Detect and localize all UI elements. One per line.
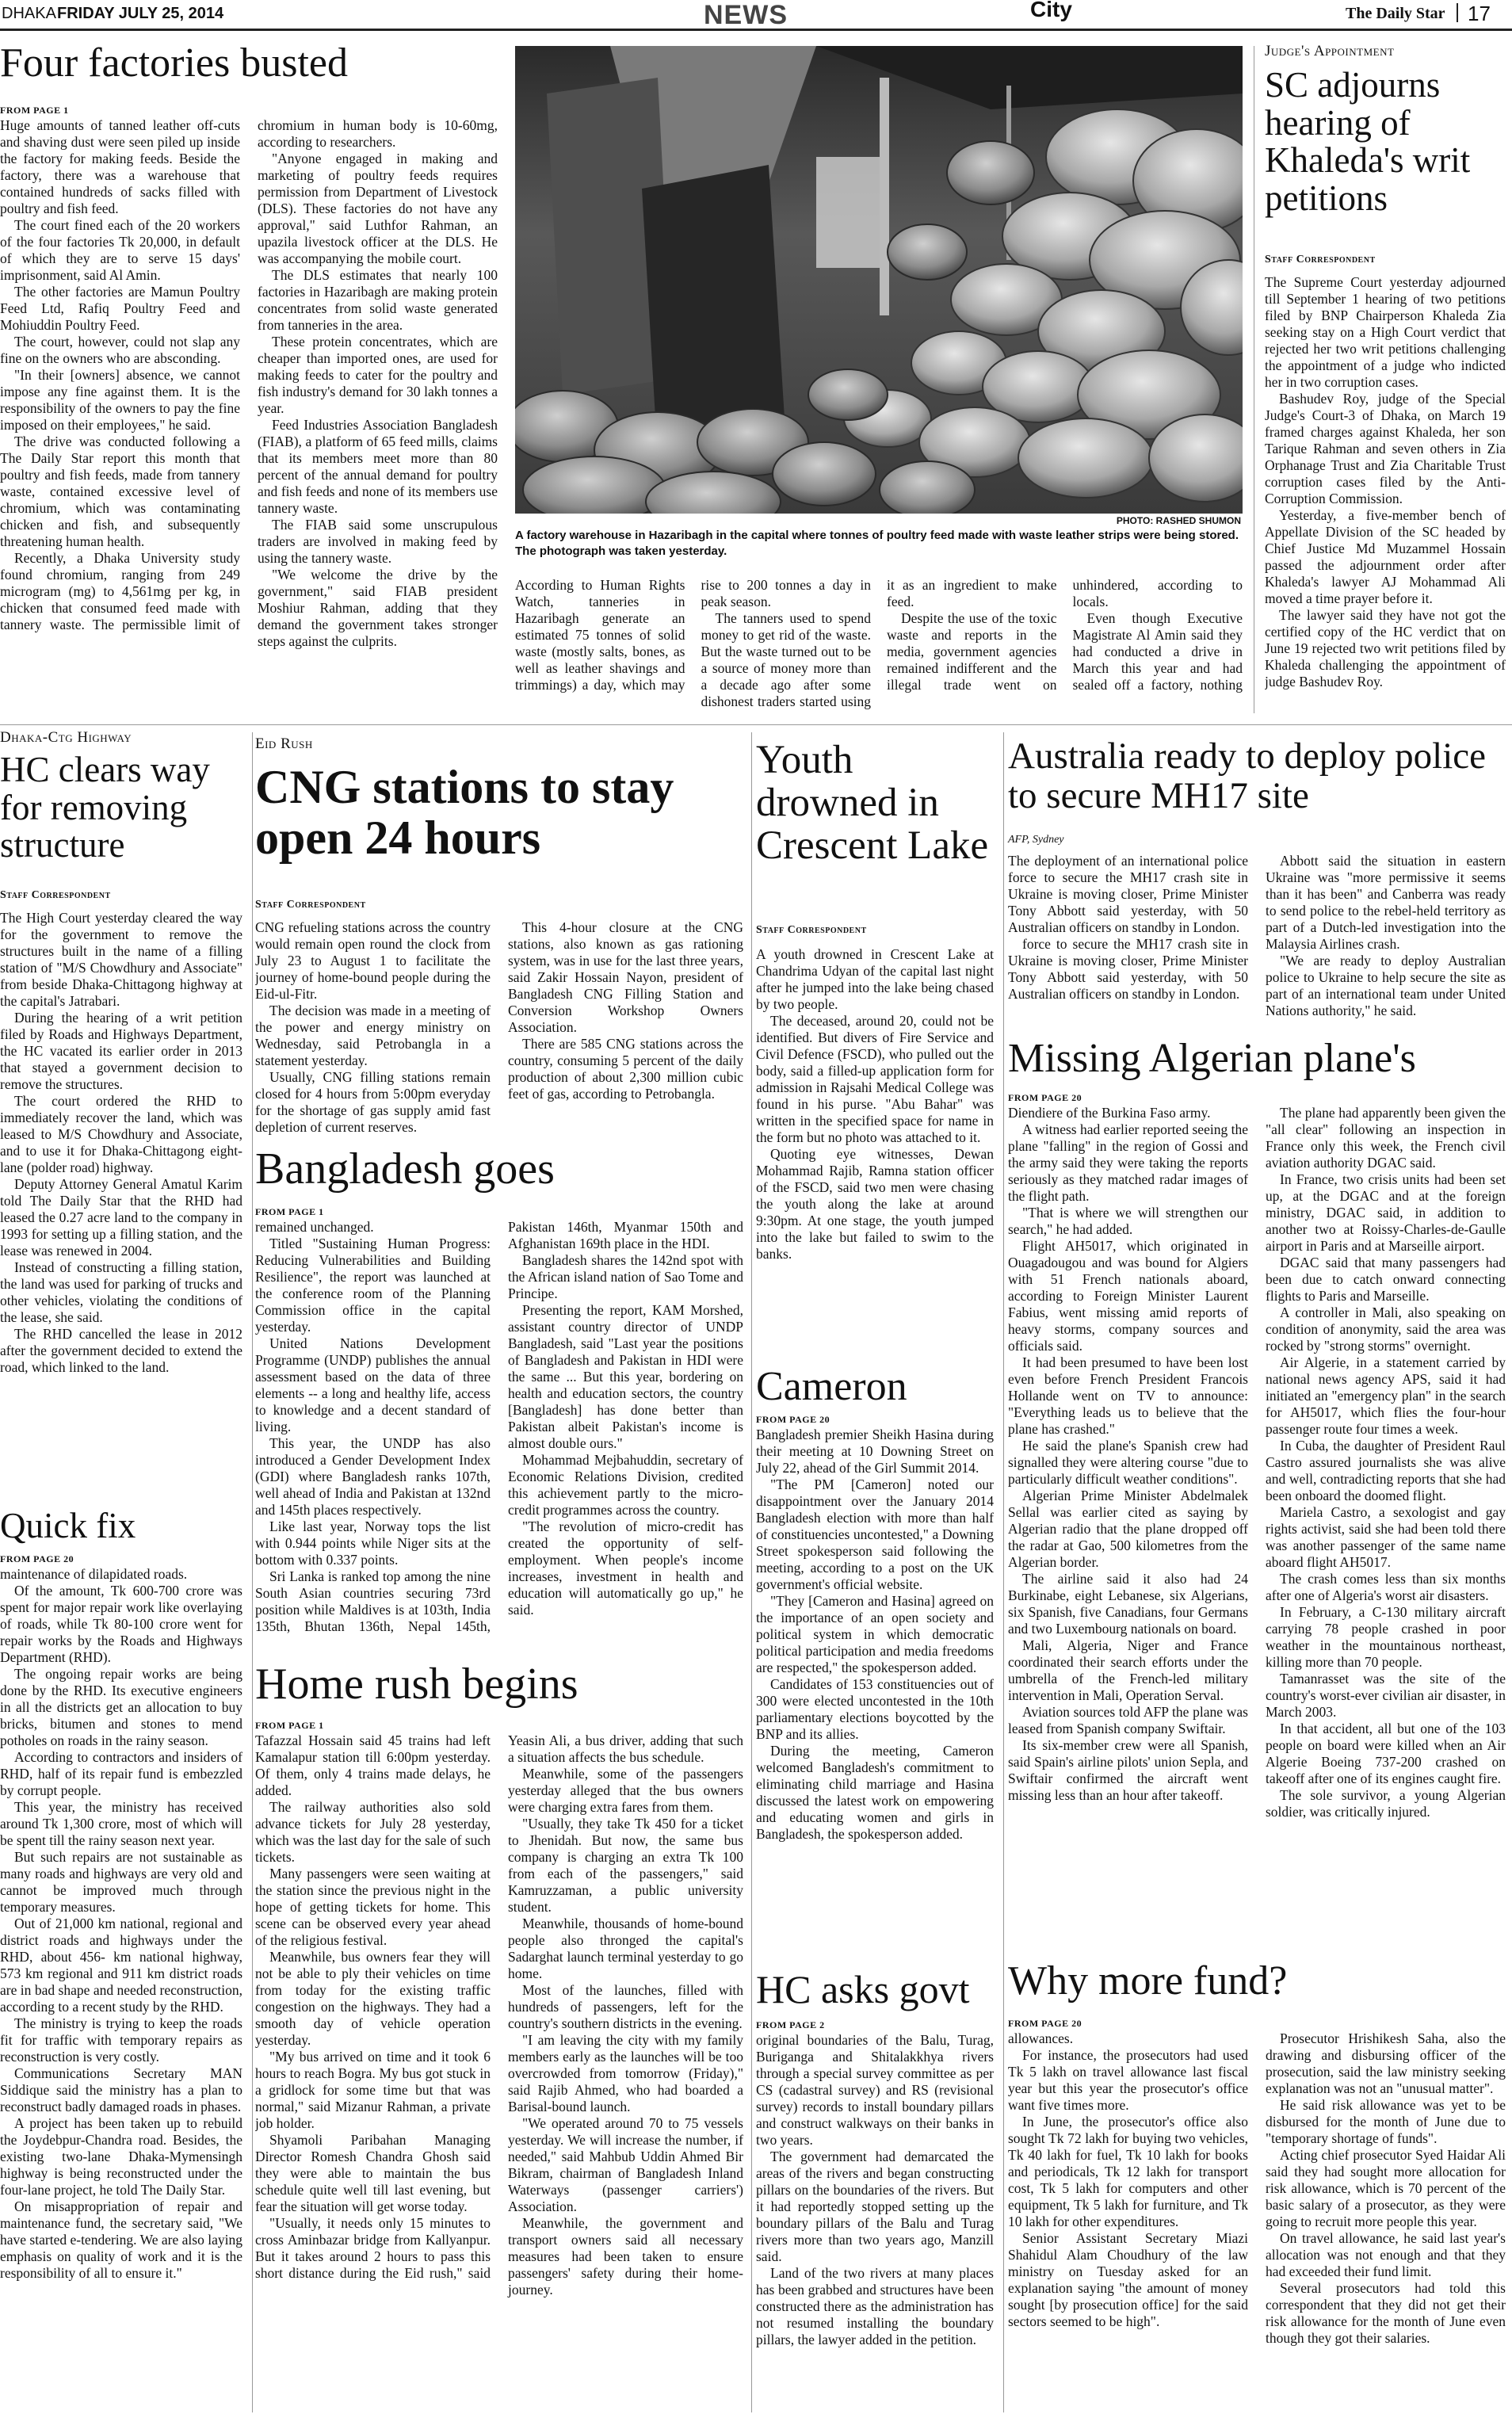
algerian-paragraph: A witness had earlier reported seeing the plane "falling" in the region of Gossi and the army said they were taking the reports seriously as they matched radar images of the flight path. <box>1008 1121 1248 1204</box>
youth-paragraph: A youth drowned in Crescent Lake at Chandrima Udyan of the capital last night after he jumped into the lake being chased by two people. <box>756 946 994 1012</box>
australia-headline: Australia ready to deploy police to secure MH17 site <box>1008 735 1486 816</box>
hcasks-body <box>756 2032 994 2414</box>
factories-body-left <box>0 117 498 712</box>
factories-paragraph: The court, however, could not slap any fine on the owners who are absconding. <box>0 334 240 366</box>
algerian-paragraph: A controller in Mali, also speaking on condition of anonymity, said the area was rocked by "strong storms" overnight. <box>1266 1304 1506 1354</box>
factories-paragraph: "Anyone engaged in making and marketing of poultry feeds requires permission from Department of Livestock (DLS). These factories do not have any approval," said Luthfor Rahman, an upazila livestock officer at the DLS. He was accompanying the mobile court. <box>258 151 498 266</box>
khaleda-paragraph: Yesterday, a five-member bench of Appellate Division of the SC headed by Chief Justice Md Muzammel Hossain passed the adjournment order after Khaleda's lawyer AJ Mohammad Ali moved a time prayer before it. <box>1265 507 1506 606</box>
cng-byline: Staff Correspondent <box>255 899 366 911</box>
cameron-paragraph: Bangladesh premier Sheikh Hasina during their meeting at 10 Downing Street on July 22, ahead of the Girl Summit 2014. <box>756 1427 994 1476</box>
bdgoes-headline: Bangladesh goes <box>255 1144 555 1194</box>
algerian-paragraph: DGAC said that many passengers had been due to catch onward connecting flights to Paris and Marseille. <box>1266 1255 1506 1304</box>
factories-paragraph: Recently, a Dhaka University study found chromium, ranging from 249 microgram (mg) to 4,561mg per kg, in chicken that consumed feed made with tannery waste. The permissible limit of chromium in human body is 10-60mg, according to researchers. <box>0 117 498 632</box>
factories-paragraph: According to Human Rights Watch, tanneries in Hazaribagh generate an estimated 75 tonnes of solid waste (mostly salts, bones, as well as leather shavings and trimmings) a day, which may rise to 200 tonnes a day in peak season. <box>515 577 871 693</box>
homerush-paragraph: Meanwhile, the government and transport owners said all necessary measures had been taken to ensure passengers' safety during their home-journey. <box>508 2215 743 2298</box>
algerian-paragraph: In Cuba, the daughter of President Raul Castro assured journalists she was alive and well, contradicting reports that she had been onboard the doomed flight. <box>1266 1438 1506 1503</box>
bdgoes-paragraph: "The revolution of micro-credit has created the opportunity of self-employment. When people's income increases, investment in health and education will automatically go up," he said. <box>508 1518 743 1618</box>
algerian-paragraph: In France, two crisis units had been set up, at the DGAC and at the foreign ministry, DGAC said, in addition to another two at Roissy-Charles-de-Gaulle airport in Paris and at Marseille airport. <box>1266 1171 1506 1254</box>
column-rule <box>252 732 253 2412</box>
khaleda-paragraph: The Supreme Court yesterday adjourned till September 1 hearing of two petitions filed by BNP Chairperson Khaleda Zia seeking stay on a High Court verdict that rejected her two writ petitions challenging the appointment of a judge who indicted her in two corruption cases. <box>1265 274 1506 390</box>
bdgoes-paragraph: Like last year, Norway tops the list with 0.944 points while Niger sits at the bottom with 0.337 points. <box>255 1518 491 1568</box>
fund-paragraph: Acting chief prosecutor Syed Haidar Ali said they had sought more allocation for risk allowance, which is 70 percent of the basic salary of a prosecutor, as they were going to recruit more people this year. <box>1266 2147 1506 2229</box>
hcasks-paragraph: The government had demarcated the areas of the rivers and began constructing pillars on the boundaries of the rivers. But it had reportedly stopped setting up the boundary pillars of the Balu and Turag rivers more than two years ago, Manzill said. <box>756 2149 994 2264</box>
quickfix-paragraph: Of the amount, Tk 600-700 crore was spent for major repair work like overlaying of roads, while Tk 80-100 crore went for repair works by the Roads and Highways Department (RHD). <box>0 1583 242 1665</box>
khaleda-paragraph: Bashudev Roy, judge of the Special Judge's Court-3 of Dhaka, on March 19 framed charges against Khaleda, her son Tarique Rahman and seven others in Zia Orphanage Trust and Zia Charitable Trust corruption cases filed by the Anti-Corruption Commission. <box>1265 391 1506 506</box>
quickfix-headline: Quick fix <box>0 1506 136 1545</box>
quickfix-paragraph: maintenance of dilapidated roads. <box>0 1566 188 1582</box>
youth-byline: Staff Correspondent <box>756 924 867 936</box>
youth-body <box>756 946 994 1354</box>
quickfix-paragraph: The ongoing repair works are being done by the RHD. Its executive engineers in all the districts get an allocation to buy bricks, bitumen and stones to mend potholes on roads in the rainy season. <box>0 1666 242 1748</box>
factories-paragraph: The other factories are Mamun Poultry Feed Ltd, Rafiq Poultry Feed and Mohiuddin Poultry Feed. <box>0 284 240 333</box>
cameron-headline: Cameron <box>756 1364 907 1409</box>
factories-from: FROM PAGE 1 <box>0 105 69 116</box>
algerian-paragraph: The airline said it also had 24 Burkinabe, eight Lebanese, six Algerians, six Spanish, five Canadians, four Germans and two Luxembourg nationals on board. <box>1008 1571 1248 1637</box>
algerian-paragraph: He said the plane's Spanish crew had signalled they were altering course "due to particularly difficult weather conditions". <box>1008 1438 1248 1487</box>
bdgoes-paragraph: Bangladesh shares the 142nd spot with the African island nation of Sao Tome and Principe. <box>508 1252 743 1301</box>
factories-paragraph: The court fined each of the 20 workers of the four factories Tk 20,000, in default of which they are to serve 15 days' imprisonment, said Al Amin. <box>0 217 240 283</box>
fund-paragraph: He said risk allowance was yet to be disbursed for the month of June due to "temporary shortage of funds". <box>1266 2097 1506 2146</box>
khaleda-kicker: Judge's Appointment <box>1265 43 1395 59</box>
youth-paragraph: The deceased, around 20, could not be identified. But divers of Fire Service and Civil Defence (FSCD), who pulled out the body, said a filled-up application form for admission in Rajsahi Medical College was found in his purse. "Abu Bahar" was written in the specified space for name in the form but no photo was attached to it. <box>756 1013 994 1145</box>
algerian-headline: Missing Algerian plane's <box>1008 1036 1416 1081</box>
photo-illustration <box>515 46 1243 514</box>
quickfix-paragraph: Out of 21,000 km national, regional and district roads and highways under the RHD, about 456- km national highway, 573 km regional and 911 km district roads are in bad shape and needed reconstruction, according to a recent study by the RHD. <box>0 1916 242 2015</box>
bdgoes-paragraph: This year, the UNDP has also introduced a Gender Development Index (GDI) where Bangladesh ranks 107th, well ahead of India and Pakistan at 132nd and 145th places respectively. <box>255 1435 491 1518</box>
fund-paragraph: Senior Assistant Secretary Miazi Shahidul Alam Choudhury of the law ministry on Tuesday asked for an explanation saying "the amount of money sought [by prosecution office] for the said sectors seemed to be high". <box>1008 2230 1248 2329</box>
cameron-body <box>756 1427 994 1959</box>
cameron-paragraph: Candidates of 153 constituencies out of 300 were elected uncontested in the 10th parliamentary elections boycotted by the BNP and its allies. <box>756 1676 994 1742</box>
australia-body <box>1008 853 1506 1027</box>
homerush-paragraph: "Usually, they take Tk 450 for a ticket to Jhenidah. But now, the same bus company is charging an extra Tk 100 from each of the passengers," said Kamruzzaman, a public university student. <box>508 1816 743 1915</box>
hc-body <box>0 910 242 1498</box>
homerush-paragraph: The railway authorities also sold advance tickets for July 28 yesterday, which was the last day for the sale of such tickets. <box>255 1799 491 1865</box>
hc-kicker: Dhaka-Ctg Highway <box>0 729 132 746</box>
hc-paragraph: Deputy Attorney General Amatul Karim told The Daily Star that the RHD had leased the 0.27 acre land to the company in 1993 for setting up a filling station, and the lease was renewed in 2004. <box>0 1176 242 1259</box>
cng-paragraph: CNG refueling stations across the country would remain open round the clock from July 23 to August 1 to facilitate the journey of home-bound people during the Eid-ul-Fitr. <box>255 919 491 1002</box>
cng-paragraph: This 4-hour closure at the CNG stations, also known as gas rationing system, was in use for the last three years, said Zakir Hossain Nayon, president of Bangladesh CNG Filling Station and Conversion Workshop Owners Association. <box>508 919 743 1035</box>
youth-headline: Youth drowned in Crescent Lake <box>756 738 989 869</box>
homerush-paragraph: "I am leaving the city with my family members early as the launches will be too overcrowded from tomorrow (Friday)," said Rajib Ahmed, who had boarded a Barisal-bound launch. <box>508 2032 743 2114</box>
hc-headline: HC clears way for removing structure <box>0 750 210 865</box>
algerian-paragraph: Mali, Algeria, Niger and France coordinated their search efforts under the umbrella of the French-led military intervention in Mali, Operation Serval. <box>1008 1637 1248 1703</box>
homerush-paragraph: Most of the launches, filled with hundreds of passengers, left for the country's southern districts in the evening. <box>508 1982 743 2031</box>
algerian-paragraph: Algerian Prime Minister Abdelmalek Sellal was earlier cited as saying by Algerian radio that the plane dropped off the radar at Gao, 500 kilometres from the Algerian border. <box>1008 1488 1248 1570</box>
factories-paragraph: Even though Executive Magistrate Al Amin said they had conducted a drive in March this year and had sealed off a factory, nothing <box>1072 610 1243 693</box>
hcasks-headline: HC asks govt <box>756 1967 970 2011</box>
quickfix-paragraph: This year, the ministry has received around Tk 1,300 crore, most of which will be spent till the rainy season next year. <box>0 1799 242 1848</box>
fund-paragraph: For instance, the prosecutors had used Tk 5 lakh on travel allowance last fiscal year but this year the prosecutor's office want five times more. <box>1008 2047 1248 2113</box>
algerian-paragraph: The crash comes less than six months after one of Algeria's worst air disasters. <box>1266 1571 1506 1603</box>
fund-from: FROM PAGE 20 <box>1008 2018 1082 2029</box>
hcasks-from: FROM PAGE 2 <box>756 2019 825 2030</box>
edition-label: DHAKA <box>2 5 56 22</box>
cameron-paragraph: During the meeting, Cameron welcomed Bangladesh's commitment to eliminating child marriage and Hasina discussed the latest work on empowering and educating women and girls in Bangladesh, the spokesperson added. <box>756 1743 994 1842</box>
date-label: FRIDAY JULY 25, 2014 <box>57 5 224 22</box>
hc-paragraph: The RHD cancelled the lease in 2012 after the government decided to extend the road, which linked to the land. <box>0 1326 242 1375</box>
factory-warehouse-photo <box>515 46 1243 514</box>
khaleda-paragraph: The lawyer said they have not got the certified copy of the HC verdict that on June 19 rejected two writ petitions filed by Khaleda challenging the appointment of judge Bashudev Roy. <box>1265 607 1506 689</box>
fund-body <box>1008 2030 1506 2414</box>
khaleda-headline: SC adjourns hearing of Khaleda's writ petitions <box>1265 65 1471 219</box>
factories-paragraph: "We welcome the drive by the government," said FIAB president Moshiur Rahman, adding that they demand the government takes stronger steps against the culprits. <box>258 567 498 649</box>
cameron-from: FROM PAGE 20 <box>756 1414 830 1425</box>
hc-paragraph: Instead of constructing a filling station, the land was used for parking of trucks and other vehicles, violating the conditions of the lease, she said. <box>0 1259 242 1325</box>
algerian-paragraph: It had been presumed to have been lost even before French President Francois Hollande went on TV to announce: "Everything leads us to believe that the plane has crashed." <box>1008 1354 1248 1437</box>
hc-byline: Staff Correspondent <box>0 889 111 901</box>
fund-paragraph: Several prosecutors had told this correspondent that they did not get their risk allowance for the month of June even though they got their salaries. <box>1266 2280 1506 2346</box>
photo-credit: PHOTO: RASHED SHUMON <box>1116 515 1241 526</box>
bdgoes-paragraph: remained unchanged. <box>255 1219 374 1235</box>
factories-paragraph: The drive was conducted following a The Daily Star report this month that poultry and fish feeds, made from tannery waste, contained excessive level of chromium, which was contaminating chicken and fish, and subsequently threatening human health. <box>0 434 240 549</box>
youth-paragraph: Quoting eye witnesses, Dewan Mohammad Rajib, Ramna station officer of the FSCD, said two men were chasing the youth along the lake at around 9:30pm. At one stage, the youth jumped into the lake but failed to swim to the banks. <box>756 1146 994 1262</box>
cng-headline: CNG stations to stay open 24 hours <box>255 761 674 864</box>
cng-body <box>255 919 743 1138</box>
algerian-body <box>1008 1105 1506 1946</box>
khaleda-body <box>1265 274 1506 715</box>
algerian-paragraph: The sole survivor, a young Algerian soldier, was critically injured. <box>1266 1787 1506 1820</box>
quickfix-body <box>0 1566 242 2414</box>
bdgoes-body <box>255 1219 743 1645</box>
homerush-headline: Home rush begins <box>255 1660 578 1709</box>
hcasks-paragraph: original boundaries of the Balu, Turag, Buriganga and Shitalakkhya rivers through a special survey committee as per CS (cadastral survey) and RS (revisional survey) records to install boundary pillars and construct walkways on their banks in two years. <box>756 2032 994 2148</box>
factories-paragraph: The FIAB said some unscrupulous traders are involved in making feed by using the tannery waste. <box>258 517 498 566</box>
masthead-divider <box>1457 3 1458 22</box>
bdgoes-paragraph: Sri Lanka is ranked top among the nine South Asian countries securing 73rd position while Maldives is at 103th, India 135th, Bhutan 136th, Nepal 145th, Pakistan 146th, Myanmar 150th and Afghanistan 169th place in the HDI. <box>255 1219 743 1634</box>
cameron-paragraph: "The PM [Cameron] noted our disappointment over the January 2014 Bangladesh election with more than half of constituencies uncontested," a Downing Street spokesperson said following the meeting, according to a post on the UK government's official website. <box>756 1476 994 1592</box>
quickfix-paragraph: The ministry is trying to keep the roads fit for traffic with temporary repairs as reconstruction is very costly. <box>0 2015 242 2065</box>
homerush-paragraph: Shyamoli Paribahan Managing Director Romesh Chandra Ghosh said they were able to maintain the bus schedule quite well till last evening, but fear the situation will get worse today. <box>255 2132 491 2214</box>
quickfix-paragraph: According to contractors and insiders of RHD, half of its repair fund is embezzled by corrupt people. <box>0 1749 242 1798</box>
quickfix-paragraph: But such repairs are not sustainable as many roads and highways are very old and cannot be improved much through temporary measures. <box>0 1849 242 1915</box>
fund-paragraph: allowances. <box>1008 2030 1074 2046</box>
page-number: 17 <box>1468 2 1491 25</box>
quickfix-paragraph: On misappropriation of repair and maintenance fund, the secretary said, "We have started e-tendering. We are also laying emphasis on quality of work and it is the responsibility of all to ensure it." <box>0 2198 242 2281</box>
bdgoes-paragraph: United Nations Development Programme (UNDP) publishes the annual assessment based on the data of three elements -- a long and healthy life, access to knowledge and a decent standard of living. <box>255 1335 491 1434</box>
factories-paragraph: Huge amounts of tanned leather off-cuts and shaving dust were seen piled up inside the factory for making feeds. Beside the factory, there was a warehouse that contained hundreds of sacks filled with poultry and fish feed. <box>0 117 240 216</box>
algerian-paragraph: Air Algerie, in a statement carried by national news agency APS, said it had initiated an "emergency plan" in the search for AH5017, which flies the four-hour passenger route four times a week. <box>1266 1354 1506 1437</box>
fund-paragraph: Prosecutor Hrishikesh Saha, also the drawing and disbursing officer of the prosecution, said the law ministry seeking explanation was not an "unusual matter". <box>1266 2030 1506 2096</box>
algerian-paragraph: "That is where we will strengthen our search," he had added. <box>1008 1205 1248 1237</box>
fund-paragraph: On travel allowance, he said last year's allocation was not enough and that they had exceeded their fund limit. <box>1266 2230 1506 2279</box>
bdgoes-paragraph: Presenting the report, KAM Morshed, assistant country director of UNDP Bangladesh, said "Last year the positions of Bangladesh and Pakistan in HDI were the same ... But this year, bordering on health and education sectors, the country [Bangladesh] has done better than Pakistan albeit Pakistan's income is almost double ours." <box>508 1302 743 1451</box>
photo-caption: A factory warehouse in Hazaribagh in the capital where tonnes of poultry feed made with waste leather strips were being stored. The photograph was taken yesterday. <box>515 529 1239 558</box>
bdgoes-from: FROM PAGE 1 <box>255 1206 324 1217</box>
algerian-paragraph: Aviation sources told AFP the plane was leased from Spanish company Swiftair. <box>1008 1704 1248 1736</box>
quickfix-paragraph: Communications Secretary MAN Siddique said the ministry has a plan to reconstruct badly damaged roads in phases. <box>0 2065 242 2114</box>
homerush-from: FROM PAGE 1 <box>255 1720 324 1731</box>
hcasks-paragraph: Land of the two rivers at many places has been grabbed and structures have been constructed there as the administration has not resumed installing the boundary pillars, the lawyer added in the petition. <box>756 2265 994 2347</box>
algerian-paragraph: Its six-member crew were all Spanish, said Spain's airline pilots' union Sepla, and Swiftair confirmed the aircraft went missing less than an hour after takeoff. <box>1008 1737 1248 1803</box>
subsection-label: City <box>1030 0 1072 21</box>
homerush-paragraph: Tafazzal Hossain said 45 trains had left Kamalapur station till 6:00pm yesterday. Of them, only 4 trains made delays, he added. <box>255 1732 491 1798</box>
paper-logo: The Daily Star <box>1346 5 1445 22</box>
homerush-body <box>255 1732 743 2414</box>
australia-paragraph: "We are ready to deploy Australian police to Ukraine to help secure the site as part of an international team under United Nations authority," he said. <box>1266 953 1506 1018</box>
homerush-paragraph: "We operated around 70 to 75 vessels yesterday. We will increase the number, if needed," said Mahbub Uddin Ahmed Bir Bikram, chairman of Bangladesh Inland Waterways (passenger carriers') Association. <box>508 2115 743 2214</box>
page-masthead <box>0 0 1512 31</box>
homerush-paragraph: Meanwhile, some of the passengers yesterday alleged that the bus owners were charging extra fares from them. <box>508 1766 743 1815</box>
quickfix-paragraph: A project has been taken up to rebuild the Joydebpur-Chandra road. Besides, the existing two-lane Dhaka-Mymensingh highway is being reconstructed under the four-lane project, he told The Daily Star. <box>0 2115 242 2198</box>
homerush-paragraph: Meanwhile, bus owners fear they will not be able to ply their vehicles on time from today for the existing traffic congestion on the highways. They had a smooth day of vehicle operation yesterday. <box>255 1949 491 2048</box>
bdgoes-paragraph: Mohammad Mejbahuddin, secretary of Economic Relations Division, credited this achievement partly to the micro-credit programmes across the country. <box>508 1452 743 1518</box>
hc-paragraph: The court ordered the RHD to immediately recover the land, which was leased to M/S Chowdhury and Associate, and to use it for Dhaka-Chittagong eight-lane (polder road) highway. <box>0 1093 242 1175</box>
cng-paragraph: The decision was made in a meeting of the power and energy ministry on Wednesday, said Petrobangla in a statement yesterday. <box>255 1003 491 1068</box>
algerian-paragraph: In February, a C-130 military aircraft carrying 78 people crashed in poor weather in the mountainous northeast, killing more than 70 people. <box>1266 1604 1506 1670</box>
homerush-paragraph: "Usually, it needs only 15 minutes to cross Aminbazar bridge from Kallyanpur. But it takes around 2 hours to pass this short distance during the Eid rush," said Yeasin Ali, a bus driver, adding that such a situation affects the bus schedule. <box>255 1732 743 2281</box>
australia-paragraph: force to secure the MH17 crash site in Ukraine is moving closer, Prime Minister Tony Abbott said yesterday, with 50 Australian officers on standby in London. <box>1008 936 1248 1002</box>
quickfix-from: FROM PAGE 20 <box>0 1553 74 1564</box>
australia-byline: AFP, Sydney <box>1008 834 1064 846</box>
factories-paragraph: Feed Industries Association Bangladesh (FIAB), a platform of 65 feed mills, claims that its members meet more than 80 percent of the annual demand for poultry and fish feeds and none of its members use tannery waste. <box>258 417 498 516</box>
homerush-paragraph: "My bus arrived on time and it took 6 hours to reach Bogra. My bus got stuck in a gridlock for some time but that was normal," said Mizanur Rahman, a private job holder. <box>255 2049 491 2131</box>
factories-paragraph: These protein concentrates, which are cheaper than imported ones, are used for making feeds to cater for the poultry and fish industry's demand for 30 lakh tonnes a year. <box>258 334 498 416</box>
australia-paragraph: Abbott said the situation in eastern Ukraine was "more permissive it seems than it has been" and Canberra was ready to send police to the rebel-held territory as part of a Dutch-led investigation into the Malaysia Airlines crash. <box>1266 853 1506 952</box>
algerian-paragraph: Tamanrasset was the site of the country's worst-ever civilian air disaster, in March 2003. <box>1266 1671 1506 1720</box>
homerush-paragraph: Many passengers were seen waiting at the station since the previous night in the hope of getting tickets for home. This scene can be observed every year ahead of the religious festival. <box>255 1866 491 1948</box>
algerian-paragraph: In that accident, all but one of the 103 people on board were killed when an Air Algerie Boeing 737-200 crashed on takeoff after one of its engines caught fire. <box>1266 1721 1506 1786</box>
hc-paragraph: The High Court yesterday cleared the way for the government to remove the structures built in the name of a filling station of "M/S Chowdhury and Associate" from beside Dhaka-Chittagong highway at the capital's Jatrabari. <box>0 910 242 1009</box>
cng-kicker: Eid Rush <box>255 735 313 752</box>
fund-headline: Why more fund? <box>1008 1958 1288 2004</box>
cng-paragraph: Usually, CNG filling stations remain closed for 4 hours from 5:00pm everyday for the shortage of gas supply amid fast depletion of current reserves. <box>255 1069 491 1135</box>
column-rule <box>1003 732 1004 2412</box>
algerian-paragraph: Mariela Castro, a sexologist and gay rights activist, said she had been told there was another passenger of the same name aboard flight AH5017. <box>1266 1504 1506 1570</box>
algerian-from: FROM PAGE 20 <box>1008 1092 1082 1103</box>
factories-paragraph: The tanners used to spend money to get rid of the waste. But the waste turned out to be a source of money more than a decade ago after some dishonest traders started using it as an ingredient to make feed. <box>701 577 1057 709</box>
khaleda-byline: Staff Correspondent <box>1265 254 1376 265</box>
cameron-paragraph: "They [Cameron and Hasina] agreed on the importance of an open society and political system in which democratic political participation and media freedoms are respected," the spokesperson added. <box>756 1593 994 1675</box>
cng-paragraph: There are 585 CNG stations across the country, consuming 5 percent of the daily production of about 2,300 million cubic feet of gas, according to Petrobangla. <box>508 1036 743 1102</box>
algerian-paragraph: Flight AH5017, which originated in Ouagadougou and was bound for Algiers with 51 French nationals aboard, according to Foreign Minister Laurent Fabius, went missing amid reports of heavy storms, company sources and officials said. <box>1008 1238 1248 1354</box>
fund-paragraph: In June, the prosecutor's office also sought Tk 72 lakh for buying two vehicles, Tk 40 lakh for fuel, Tk 10 lakh for books and periodicals, Tk 12 lakh for transport cost, Tk 5 lakh for computers and other equipment, Tk 5 lakh for furniture, and Tk 10 lakh for other expenditures. <box>1008 2114 1248 2229</box>
factories-body-right <box>515 577 1243 713</box>
hc-paragraph: During the hearing of a writ petition filed by Roads and Highways Department, the HC vacated its earlier order in 2013 that stayed a government decision to remove the structures. <box>0 1010 242 1092</box>
algerian-paragraph: The plane had apparently been given the "all clear" following an inspection in France only this week, the French civil aviation authority DGAC said. <box>1266 1105 1506 1171</box>
homerush-paragraph: Meanwhile, thousands of home-bound people also thronged the capital's Sadarghat launch terminal yesterday to go home. <box>508 1916 743 1981</box>
factories-paragraph: Despite the use of the toxic waste and reports in the media, government agencies remained indifferent and the illegal trade went on unhindered, according to locals. <box>887 577 1243 693</box>
section-label: NEWS <box>704 0 788 30</box>
section-rule <box>0 724 1512 725</box>
bdgoes-paragraph: Titled "Sustaining Human Progress: Reducing Vulnerabilities and Building Resilience", the report was launched at the conference room of the Planning Commission office in the capital yesterday. <box>255 1236 491 1335</box>
factories-paragraph: The DLS estimates that nearly 100 factories in Hazaribagh are making protein concentrates from solid waste generated from tanneries in the area. <box>258 267 498 333</box>
factories-headline: Four factories busted <box>0 40 349 86</box>
factories-paragraph: "In their [owners] absence, we cannot impose any fine against them. It is the responsibility of the owners to pay the fine imposed on their employees," he said. <box>0 367 240 433</box>
column-rule <box>751 732 752 2412</box>
algerian-paragraph: Diendiere of the Burkina Faso army. <box>1008 1105 1211 1121</box>
australia-paragraph: The deployment of an international police force to secure the MH17 crash site in Ukraine is moving closer, Prime Minister Tony Abbott said yesterday, with 50 Australian officers on standby in London. <box>1008 853 1248 935</box>
